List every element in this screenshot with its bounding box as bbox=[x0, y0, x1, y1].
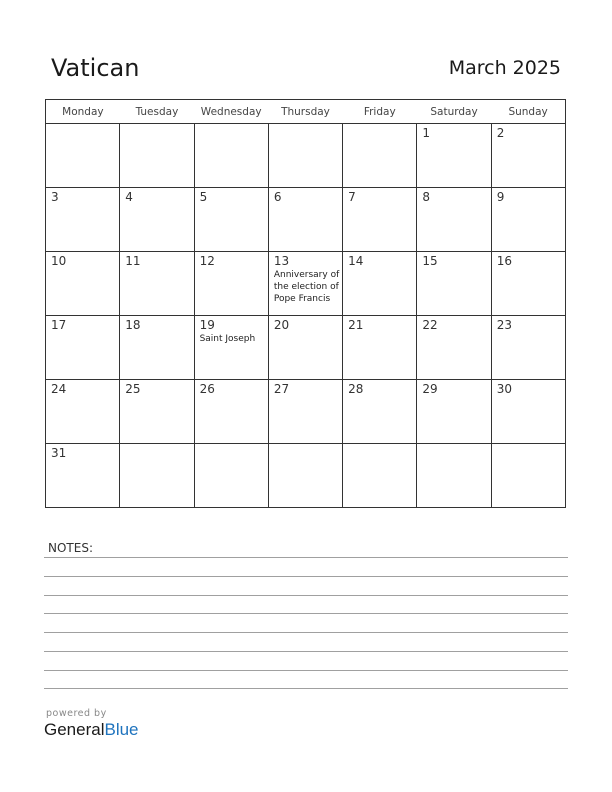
day-number: 17 bbox=[51, 318, 67, 332]
day-cell[interactable] bbox=[46, 252, 120, 316]
day-number: 19 bbox=[199, 318, 215, 332]
day-cell[interactable] bbox=[491, 316, 565, 380]
day-number: 1 bbox=[422, 126, 431, 140]
day-cell[interactable] bbox=[194, 380, 268, 444]
day-number: 24 bbox=[51, 382, 67, 396]
day-number: 11 bbox=[125, 254, 141, 268]
day-cell[interactable] bbox=[491, 188, 565, 252]
day-number: 8 bbox=[422, 190, 431, 204]
day-number: 23 bbox=[496, 318, 512, 332]
weekday-wednesday: Wednesday bbox=[194, 100, 268, 124]
day-number: 10 bbox=[51, 254, 67, 268]
day-number: 18 bbox=[125, 318, 141, 332]
day-cell[interactable] bbox=[343, 316, 417, 380]
notes-line bbox=[44, 595, 568, 596]
day-number: 3 bbox=[51, 190, 59, 204]
day-cell[interactable] bbox=[46, 124, 120, 188]
holiday-label: Saint Joseph bbox=[199, 334, 256, 344]
day-cell[interactable] bbox=[268, 252, 342, 316]
week-row bbox=[46, 252, 566, 316]
day-number: 5 bbox=[199, 190, 208, 204]
day-cell[interactable] bbox=[120, 188, 194, 252]
day-number: 29 bbox=[422, 382, 438, 396]
day-number: 25 bbox=[125, 382, 141, 396]
weekday-tuesday: Tuesday bbox=[120, 100, 194, 124]
day-cell[interactable] bbox=[46, 316, 120, 380]
day-cell[interactable] bbox=[120, 444, 194, 508]
day-cell[interactable] bbox=[194, 124, 268, 188]
day-number: 4 bbox=[125, 190, 133, 204]
day-number: 9 bbox=[496, 190, 505, 204]
brand-blue: Blue bbox=[104, 720, 139, 739]
day-number: 13 bbox=[273, 254, 290, 268]
weekday-saturday: Saturday bbox=[417, 100, 491, 124]
day-number: 16 bbox=[496, 254, 512, 268]
generalblue-logo[interactable] bbox=[44, 720, 139, 740]
day-cell[interactable] bbox=[194, 444, 268, 508]
day-number: 12 bbox=[199, 254, 215, 268]
day-cell[interactable] bbox=[343, 124, 417, 188]
day-cell[interactable] bbox=[417, 380, 491, 444]
notes-label: NOTES: bbox=[48, 541, 93, 555]
week-row bbox=[46, 188, 566, 252]
day-cell[interactable] bbox=[120, 252, 194, 316]
day-number: 27 bbox=[273, 382, 290, 396]
notes-line bbox=[44, 613, 568, 614]
notes-line bbox=[44, 670, 568, 671]
day-cell[interactable] bbox=[417, 444, 491, 508]
day-cell[interactable] bbox=[343, 444, 417, 508]
powered-by-text: powered by bbox=[46, 708, 107, 719]
day-cell[interactable] bbox=[417, 252, 491, 316]
weekday-sunday: Sunday bbox=[491, 100, 565, 124]
day-cell[interactable] bbox=[268, 188, 342, 252]
day-cell[interactable] bbox=[268, 124, 342, 188]
weekday-friday: Friday bbox=[343, 100, 417, 124]
holiday-label: Anniversary of the election of Pope Francis bbox=[273, 270, 340, 304]
day-number: 7 bbox=[348, 190, 356, 204]
day-cell[interactable] bbox=[417, 124, 491, 188]
notes-line bbox=[44, 557, 568, 558]
day-cell[interactable] bbox=[194, 316, 268, 380]
day-number: 28 bbox=[348, 382, 364, 396]
day-cell[interactable] bbox=[417, 316, 491, 380]
brand-general: General bbox=[44, 720, 105, 739]
week-row bbox=[46, 124, 566, 188]
day-cell[interactable] bbox=[491, 124, 565, 188]
weekday-monday: Monday bbox=[46, 100, 120, 124]
day-number: 21 bbox=[348, 318, 364, 332]
country-title: Vatican bbox=[51, 54, 140, 82]
day-number: 26 bbox=[199, 382, 215, 396]
notes-line bbox=[44, 688, 568, 689]
calendar-grid bbox=[45, 99, 566, 508]
weekday-thursday: Thursday bbox=[268, 100, 342, 124]
day-cell[interactable] bbox=[120, 124, 194, 188]
notes-line bbox=[44, 632, 568, 633]
day-cell[interactable] bbox=[343, 188, 417, 252]
week-row bbox=[46, 380, 566, 444]
day-cell[interactable] bbox=[46, 380, 120, 444]
month-title: March 2025 bbox=[448, 57, 561, 79]
day-number: 15 bbox=[422, 254, 438, 268]
day-number: 6 bbox=[273, 190, 282, 204]
day-cell[interactable] bbox=[120, 316, 194, 380]
day-cell[interactable] bbox=[46, 444, 120, 508]
day-cell[interactable] bbox=[268, 316, 342, 380]
day-cell[interactable] bbox=[491, 380, 565, 444]
day-number: 30 bbox=[496, 382, 512, 396]
week-row bbox=[46, 444, 566, 508]
day-cell[interactable] bbox=[120, 380, 194, 444]
notes-line bbox=[44, 651, 568, 652]
day-cell[interactable] bbox=[343, 252, 417, 316]
day-cell[interactable] bbox=[268, 444, 342, 508]
calendar-body bbox=[46, 124, 566, 508]
day-cell[interactable] bbox=[417, 188, 491, 252]
day-cell[interactable] bbox=[491, 252, 565, 316]
day-cell[interactable] bbox=[343, 380, 417, 444]
day-cell[interactable] bbox=[194, 188, 268, 252]
week-row bbox=[46, 316, 566, 380]
weekday-header-row bbox=[46, 100, 566, 124]
day-cell[interactable] bbox=[194, 252, 268, 316]
day-cell[interactable] bbox=[46, 188, 120, 252]
day-number: 2 bbox=[496, 126, 505, 140]
day-number: 20 bbox=[273, 318, 290, 332]
day-number: 22 bbox=[422, 318, 438, 332]
notes-line bbox=[44, 576, 568, 577]
day-number: 14 bbox=[348, 254, 364, 268]
day-cell[interactable] bbox=[491, 444, 565, 508]
day-number: 31 bbox=[51, 446, 67, 460]
day-cell[interactable] bbox=[268, 380, 342, 444]
